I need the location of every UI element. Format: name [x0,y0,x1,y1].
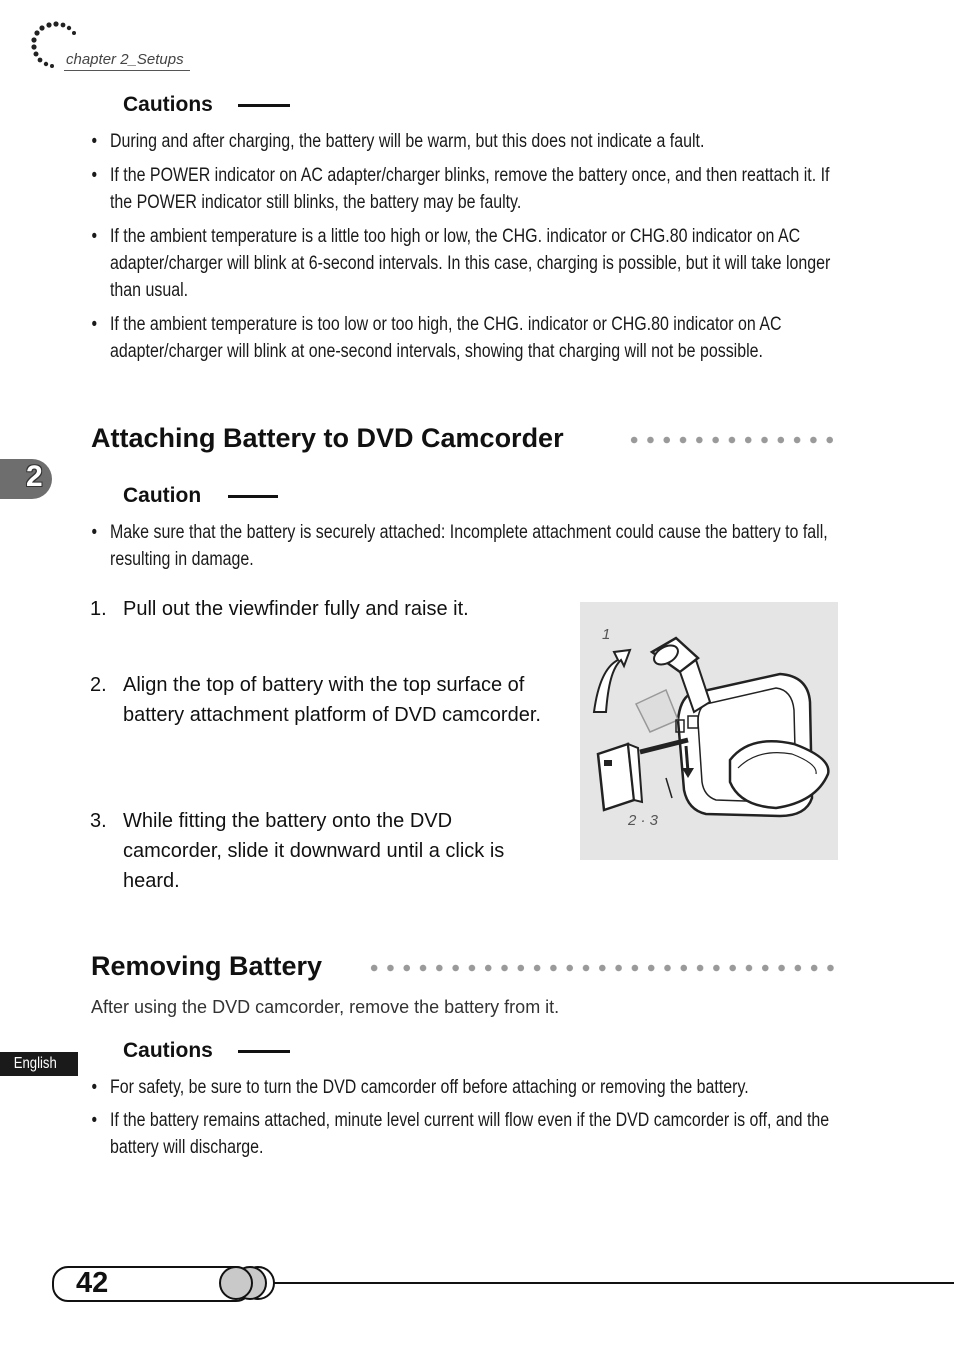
caution-item: • During and after charging, the battery will be warm, but this does not indicate a fault. [91,131,705,152]
camcorder-battery-icon [580,602,838,860]
section-title-attaching: Attaching Battery to DVD Camcorder [91,423,564,453]
caution-item: • If the battery remains attached, minute level current will flow even if the DVD camcorder is off, and the battery will discharge. [91,1110,830,1158]
camcorder-illustration [580,602,838,860]
cautions-heading-bar [238,104,290,107]
removing-intro: After using the DVD camcorder, remove the battery from it. [91,997,560,1017]
step-1: 1. Pull out the viewfinder fully and raise it. [90,598,469,620]
caution-item: • Make sure that the battery is securely attached: Incomplete attachment could cause the battery to fall, resulting in damage. [91,522,828,570]
page-circles-icon [214,1264,282,1302]
section-dots [366,964,840,972]
chapter-tab-number: 2 [26,460,43,493]
caution-heading-bar [228,495,278,498]
figure-label-2-3: 2 · 3 [628,812,659,829]
section-dots [626,436,840,444]
caution-heading: Caution [123,484,202,507]
section-title-removing: Removing Battery [91,951,323,981]
page-number: 42 [76,1267,109,1299]
caution-item: • If the POWER indicator on AC adapter/charger blinks, remove the battery once, and then reattach it. If the POWER indicator still blinks, the battery may be faulty. [91,165,830,213]
figure-label-1: 1 [602,626,611,643]
caution-item: • If the ambient temperature is a little too high or low, the CHG. indicator or CHG.80 indicator on AC adapter/charger will blink at 6-second intervals. In this case, charging is possible, but it will take longer than usual. [91,226,831,301]
step-3: 3. While fitting the battery onto the DVD camcorder, slide it downward until a click is heard. [90,810,505,892]
cautions-heading: Cautions [123,93,213,116]
header-underline [64,70,190,71]
caution-item: • If the ambient temperature is too low or too high, the CHG. indicator or CHG.80 indicator on AC adapter/charger will blink at one-second intervals, showing that charging will not be possible. [91,314,782,362]
caution-item: • For safety, be sure to turn the DVD camcorder off before attaching or removing the battery. [91,1077,749,1098]
chapter-header: chapter 2_Setups [66,51,184,68]
step-2: 2. Align the top of battery with the top surface of battery attachment platform of DVD camcorder. [90,674,541,726]
footer-rule [270,1282,954,1284]
language-label: English [13,1055,57,1072]
cautions-heading: Cautions [123,1039,213,1062]
cautions-heading-bar [238,1050,290,1053]
